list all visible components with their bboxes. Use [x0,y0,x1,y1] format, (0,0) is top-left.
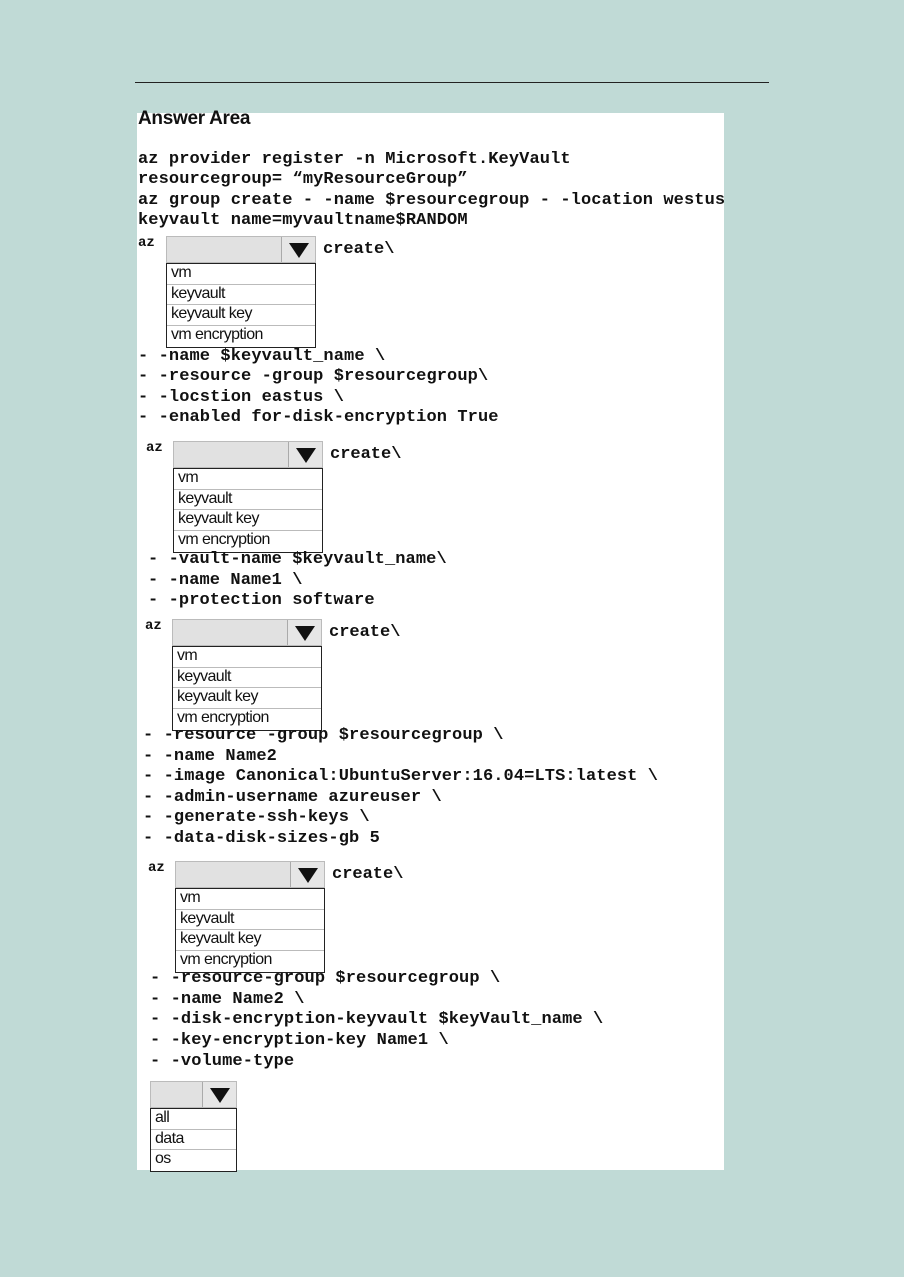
code-line: - -name Name2 \ [150,990,305,1009]
code-line: resourcegroup= “myResourceGroup” [138,170,468,189]
code-line: az group create - -name $resourcegroup - -location westus [138,191,726,210]
code-line: - -data-disk-sizes-gb 5 [143,829,380,848]
dropdown-option[interactable]: vm encryption [171,326,263,344]
chevron-down-icon[interactable] [281,237,315,262]
create-label: create\ [323,240,395,259]
dropdown-option[interactable]: vm [173,647,321,668]
dropdown-option[interactable]: vm [174,469,322,490]
volume-type-dropdown[interactable] [150,1081,237,1108]
command-options-list [175,888,325,973]
code-line: - -protection software [148,591,375,610]
dropdown-option[interactable]: keyvault [174,490,322,511]
az-label: az [138,235,155,251]
command-dropdown-1[interactable] [166,236,316,263]
create-label: create\ [330,445,402,464]
dropdown-option[interactable]: data [151,1130,236,1151]
code-line: - -disk-encryption-keyvault $keyVault_name \ [150,1010,604,1029]
chevron-down-icon[interactable] [202,1082,236,1107]
command-dropdown-3[interactable] [172,619,322,646]
command-dropdown-4[interactable] [175,861,325,888]
answer-area-title: Answer Area [138,108,251,129]
code-line: az provider register -n Microsoft.KeyVault [138,150,571,169]
code-line: - -image Canonical:UbuntuServer:16.04=LTS:latest \ [143,767,659,786]
chevron-down-icon[interactable] [288,442,322,467]
code-line: - -locstion eastus \ [138,388,345,407]
dropdown-option[interactable]: vm encryption [177,709,269,727]
dropdown-option[interactable]: keyvault key [173,688,321,709]
code-line: - -volume-type [150,1052,295,1071]
command-options-list [166,263,316,348]
code-line: - -generate-ssh-keys \ [143,808,370,827]
create-label: create\ [332,865,404,884]
chevron-down-icon[interactable] [290,862,324,887]
dropdown-option[interactable]: vm [167,264,315,285]
dropdown-option[interactable]: vm encryption [178,531,270,549]
dropdown-option[interactable]: keyvault key [176,930,324,951]
dropdown-option[interactable]: keyvault [176,910,324,931]
code-line: - -resource -group $resourcegroup \ [143,726,504,745]
chevron-down-icon[interactable] [287,620,321,645]
code-line: - -resource -group $resourcegroup\ [138,367,489,386]
dropdown-option[interactable]: all [151,1109,236,1130]
volume-type-options-list [150,1108,237,1172]
dropdown-option[interactable]: keyvault key [174,510,322,531]
dropdown-option[interactable]: os [155,1150,171,1168]
az-label: az [148,860,165,876]
dropdown-option[interactable]: vm [176,889,324,910]
code-line: - -name Name2 [143,747,277,766]
dropdown-option[interactable]: keyvault key [167,305,315,326]
dropdown-option[interactable]: keyvault [173,668,321,689]
code-line: - -admin-username azureuser \ [143,788,442,807]
dropdown-option[interactable]: vm encryption [180,951,272,969]
code-line: - -name $keyvault_name \ [138,347,386,366]
code-line: - -name Name1 \ [148,571,303,590]
dropdown-option[interactable]: keyvault [167,285,315,306]
command-dropdown-2[interactable] [173,441,323,468]
code-line: - -enabled for-disk-encryption True [138,408,499,427]
command-options-list [173,468,323,553]
command-options-list [172,646,322,731]
code-line: - -resource-group $resourcegroup \ [150,969,501,988]
code-line: - -key-encryption-key Name1 \ [150,1031,449,1050]
top-divider [135,82,769,83]
az-label: az [145,618,162,634]
code-line: - -vault-name $keyvault_name\ [148,550,447,569]
create-label: create\ [329,623,401,642]
code-line: keyvault name=myvaultname$RANDOM [138,211,468,230]
az-label: az [146,440,163,456]
